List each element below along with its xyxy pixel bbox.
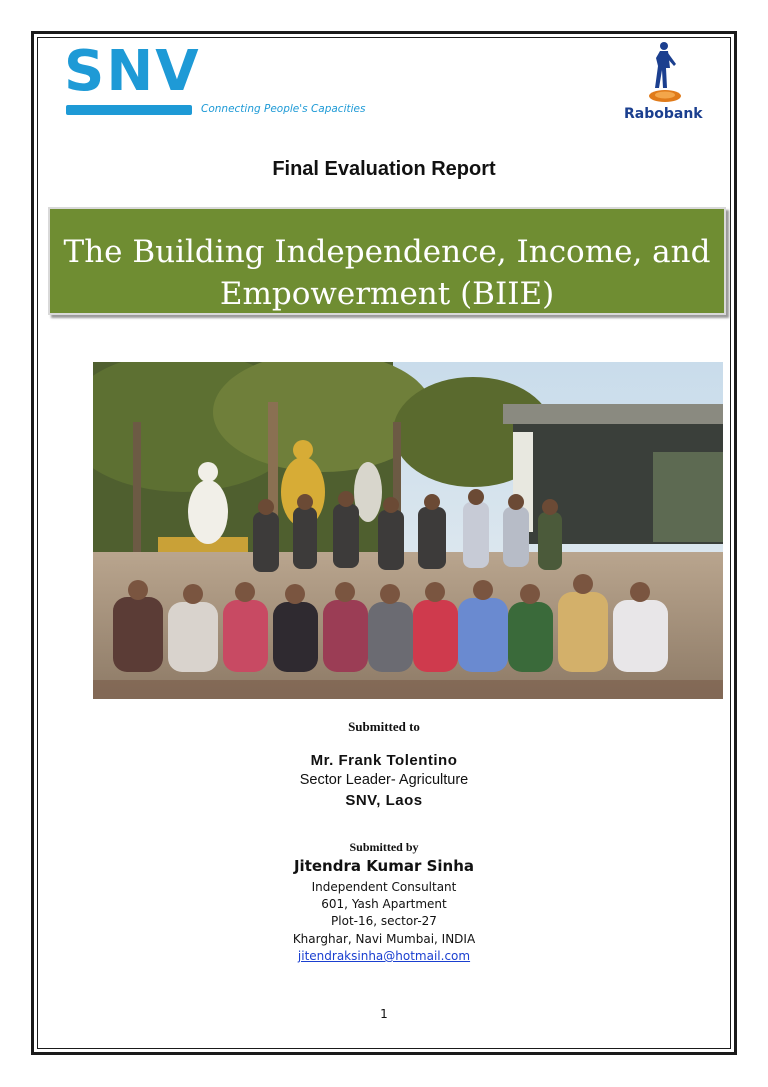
recipient-name: Mr. Frank Tolentino: [310, 752, 458, 769]
submitted-by-label: Submitted by: [349, 840, 419, 854]
author-address-line-3: Kharghar, Navi Mumbai, INDIA: [292, 932, 476, 946]
recipient-organization: SNV, Laos: [345, 792, 423, 809]
title-banner: [48, 207, 726, 315]
page-number: 1: [380, 1007, 388, 1021]
rabobank-wordmark: Rabobank: [624, 106, 703, 122]
author-address-line-2: Plot-16, sector-27: [331, 914, 437, 928]
report-title: [50, 231, 724, 315]
snv-logo-letters: SNV: [64, 39, 201, 104]
snv-tagline: Connecting People's Capacities: [201, 103, 366, 115]
snv-logo-bar: [66, 105, 192, 115]
rabobank-figure-icon: [620, 38, 710, 104]
author-address-line-1: 601, Yash Apartment: [321, 897, 447, 911]
author-email-link[interactable]: jitendraksinha@hotmail.com: [297, 949, 471, 963]
group-photo: [93, 362, 723, 699]
recipient-role: Sector Leader- Agriculture: [299, 772, 469, 788]
submitted-to-label: Submitted to: [348, 719, 420, 734]
report-type-heading: Final Evaluation Report: [272, 158, 496, 180]
report-title-line-1: The Building Independence, Income, and: [63, 234, 711, 270]
author-title: Independent Consultant: [311, 880, 457, 894]
author-name: Jitendra Kumar Sinha: [293, 857, 475, 875]
snv-logo: [64, 39, 374, 120]
report-title-line-2: Empowerment (BIIE): [219, 276, 555, 312]
rabobank-logo: [620, 38, 710, 126]
